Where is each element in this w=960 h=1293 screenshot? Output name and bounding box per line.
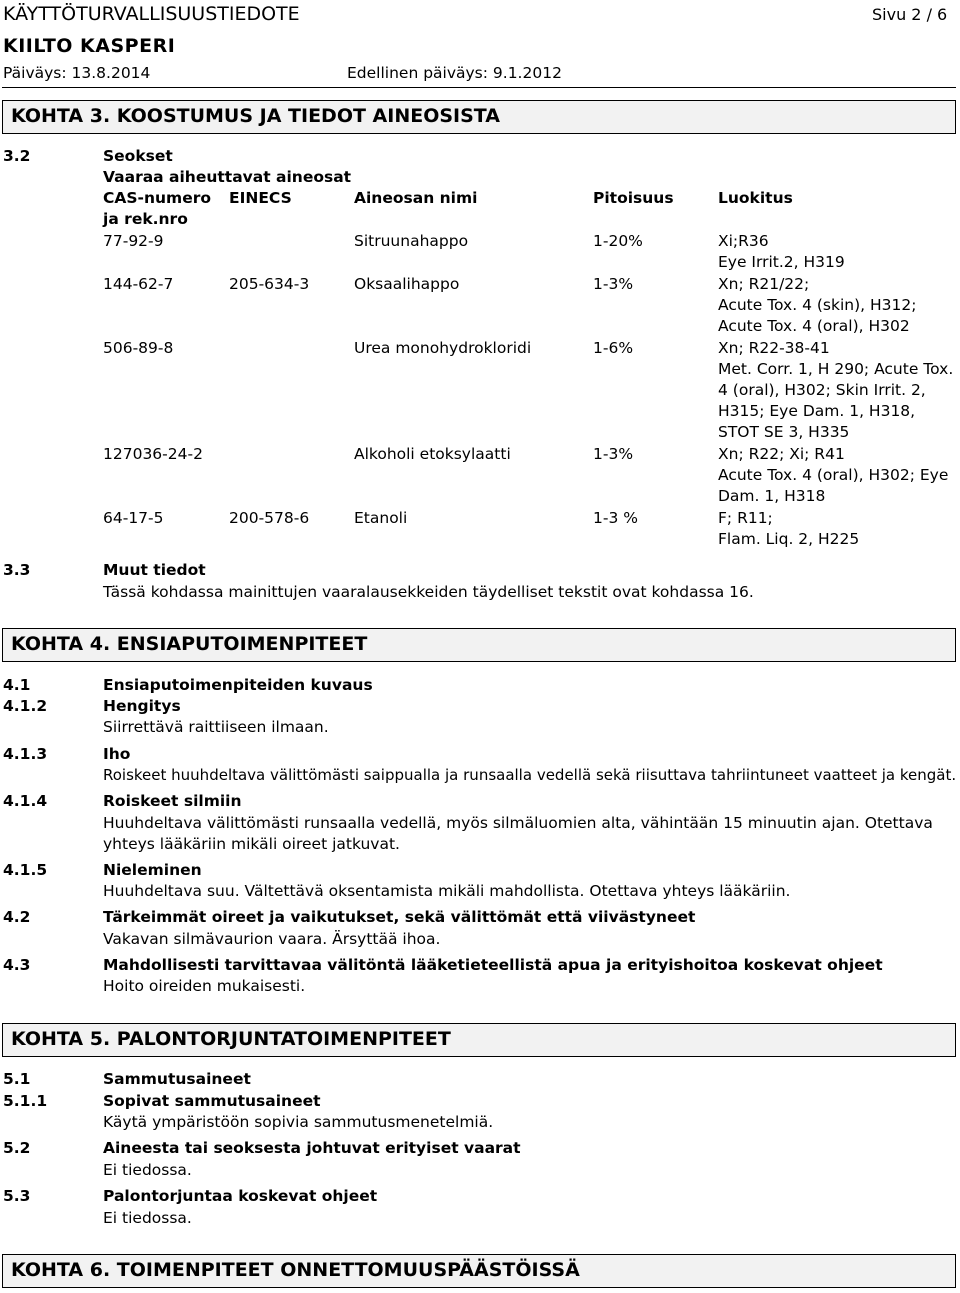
table-cell-cas: 127036-24-2 <box>103 445 203 463</box>
subsection-number: 3.3 <box>3 561 31 579</box>
table-cell-classification: Eye Irrit.2, H319 <box>718 253 845 271</box>
subsection-text: Tässä kohdassa mainittujen vaaralausekkeiden täydelliset tekstit ovat kohdassa 16. <box>103 583 754 601</box>
subsection-number: 5.1.1 <box>3 1092 48 1110</box>
table-cell-name: Alkoholi etoksylaatti <box>354 445 511 463</box>
table-cell-name: Etanoli <box>354 509 408 527</box>
subsection-text: Hoito oireiden mukaisesti. <box>103 977 306 995</box>
subsection-title: Seokset <box>103 147 173 165</box>
table-cell-classification: Acute Tox. 4 (oral), H302; Eye <box>718 466 949 484</box>
hazardous-components-heading: Vaaraa aiheuttavat aineosat <box>103 168 352 186</box>
subsection-text: Ei tiedossa. <box>103 1161 192 1179</box>
table-cell-classification: Xi;R36 <box>718 232 769 250</box>
subsection-text: Ei tiedossa. <box>103 1209 192 1227</box>
section-4-heading: KOHTA 4. ENSIAPUTOIMENPITEET <box>2 628 956 662</box>
table-cell-content: 1-20% <box>593 232 643 250</box>
subsection-text: yhteys lääkäriin mikäli oireet jatkuvat. <box>103 835 400 853</box>
page-number: Sivu 2 / 6 <box>872 5 948 24</box>
table-cell-content: 1-3% <box>593 445 634 463</box>
subsection-title: Sopivat sammutusaineet <box>103 1092 321 1110</box>
subsection-title: Nieleminen <box>103 861 202 879</box>
subsection-title: Aineesta tai seoksesta johtuvat erityiset vaarat <box>103 1139 521 1157</box>
table-cell-classification: STOT SE 3, H335 <box>718 423 850 441</box>
header-rule <box>2 87 956 88</box>
subsection-title: Ensiaputoimenpiteiden kuvaus <box>103 676 373 694</box>
table-cell-cas: 144-62-7 <box>103 275 174 293</box>
subsection-title: Roiskeet silmiin <box>103 792 242 810</box>
column-header-content: Pitoisuus <box>593 189 674 207</box>
table-cell-einecs: 200-578-6 <box>229 509 310 527</box>
subsection-title: Palontorjuntaa koskevat ohjeet <box>103 1187 378 1205</box>
subsection-title: Iho <box>103 745 131 763</box>
table-cell-classification: Flam. Liq. 2, H225 <box>718 530 860 548</box>
subsection-number: 4.1.4 <box>3 792 48 810</box>
subsection-text: Huuhdeltava suu. Vältettävä oksentamista mikäli mahdollista. Otettava yhteys lääkäriin. <box>103 882 791 900</box>
subsection-number: 4.1.5 <box>3 861 48 879</box>
document-title: KÄYTTÖTURVALLISUUSTIEDOTE <box>3 3 300 25</box>
subsection-title: Muut tiedot <box>103 561 206 579</box>
table-cell-classification: H315; Eye Dam. 1, H318, <box>718 402 916 420</box>
column-header-classification: Luokitus <box>718 189 793 207</box>
section-6-heading: KOHTA 6. TOIMENPITEET ONNETTOMUUSPÄÄSTÖISSÄ <box>2 1254 956 1288</box>
column-header-einecs: EINECS <box>229 189 292 207</box>
column-header-cas-sub: ja rek.nro <box>103 210 188 228</box>
subsection-title: Mahdollisesti tarvittavaa välitöntä lääketieteellistä apua ja erityishoitoa koskevat ohjeet <box>103 956 883 974</box>
table-cell-content: 1-6% <box>593 339 634 357</box>
table-cell-classification: Xn; R22; Xi; R41 <box>718 445 845 463</box>
subsection-text: Huuhdeltava välittömästi runsaalla vedellä, myös silmäluomien alta, vähintään 15 minuutin ajan. Otettava <box>103 814 933 832</box>
subsection-text: Käytä ympäristöön sopivia sammutusmenetelmiä. <box>103 1113 494 1131</box>
subsection-number: 4.1.3 <box>3 745 48 763</box>
table-cell-name: Oksaalihappo <box>354 275 460 293</box>
previous-date: Edellinen päiväys: 9.1.2012 <box>347 64 562 82</box>
subsection-number: 4.1 <box>3 676 31 694</box>
subsection-number: 3.2 <box>3 147 31 165</box>
table-cell-classification: 4 (oral), H302; Skin Irrit. 2, <box>718 381 926 399</box>
subsection-number: 4.2 <box>3 908 31 926</box>
subsection-number: 5.3 <box>3 1187 31 1205</box>
table-cell-cas: 506-89-8 <box>103 339 174 357</box>
subsection-number: 5.1 <box>3 1070 31 1088</box>
table-cell-classification: Xn; R21/22; <box>718 275 810 293</box>
table-cell-cas: 64-17-5 <box>103 509 164 527</box>
issue-date: Päiväys: 13.8.2014 <box>3 64 151 82</box>
table-cell-content: 1-3 % <box>593 509 638 527</box>
table-cell-name: Sitruunahappo <box>354 232 469 250</box>
subsection-number: 4.3 <box>3 956 31 974</box>
subsection-text: Siirrettävä raittiiseen ilmaan. <box>103 718 329 736</box>
column-header-cas: CAS-numero <box>103 189 211 207</box>
subsection-text: Vakavan silmävaurion vaara. Ärsyttää ihoa. <box>103 930 441 948</box>
subsection-text: Roiskeet huuhdeltava välittömästi saippualla ja runsaalla vedellä sekä riisuttava tahriintuneet vaatteet ja kengät. <box>103 766 957 784</box>
subsection-title: Tärkeimmät oireet ja vaikutukset, sekä välittömät että viivästyneet <box>103 908 696 926</box>
table-cell-classification: Xn; R22-38-41 <box>718 339 830 357</box>
table-cell-classification: Acute Tox. 4 (skin), H312; <box>718 296 917 314</box>
section-5-heading: KOHTA 5. PALONTORJUNTATOIMENPITEET <box>2 1023 956 1057</box>
subsection-title: Hengitys <box>103 697 181 715</box>
table-cell-classification: Acute Tox. 4 (oral), H302 <box>718 317 910 335</box>
table-cell-classification: F; R11; <box>718 509 773 527</box>
table-cell-classification: Met. Corr. 1, H 290; Acute Tox. <box>718 360 954 378</box>
section-3-heading: KOHTA 3. KOOSTUMUS JA TIEDOT AINEOSISTA <box>2 100 956 134</box>
company-name: KIILTO KASPERI <box>3 35 176 57</box>
table-cell-einecs: 205-634-3 <box>229 275 310 293</box>
table-cell-content: 1-3% <box>593 275 634 293</box>
column-header-name: Aineosan nimi <box>354 189 478 207</box>
subsection-number: 5.2 <box>3 1139 31 1157</box>
subsection-number: 4.1.2 <box>3 697 48 715</box>
table-cell-cas: 77-92-9 <box>103 232 164 250</box>
table-cell-name: Urea monohydrokloridi <box>354 339 532 357</box>
table-cell-classification: Dam. 1, H318 <box>718 487 826 505</box>
subsection-title: Sammutusaineet <box>103 1070 251 1088</box>
